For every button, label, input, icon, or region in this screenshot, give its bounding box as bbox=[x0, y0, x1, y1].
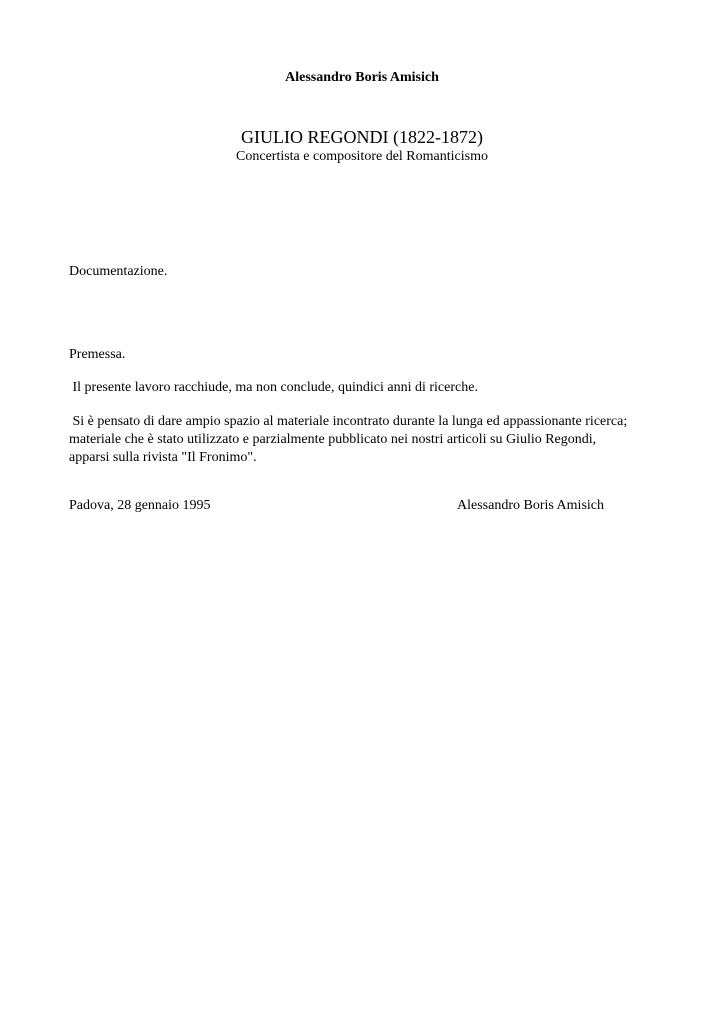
paragraph-line: Si è pensato di dare ampio spazio al materiale incontrato durante la lunga ed appassionante ricerca; bbox=[69, 414, 628, 429]
document-subtitle: Concertista e compositore del Romanticismo bbox=[236, 149, 488, 164]
paragraph-line: materiale che è stato utilizzato e parzialmente pubblicato nei nostri articoli su Giulio Regondi, bbox=[69, 432, 597, 447]
author-heading: Alessandro Boris Amisich bbox=[285, 70, 439, 85]
premessa-paragraph-2 bbox=[69, 413, 669, 467]
signature-name: Alessandro Boris Amisich bbox=[457, 498, 604, 513]
paragraph-line: apparsi sulla rivista "Il Fronimo". bbox=[69, 450, 257, 465]
documentation-heading: Documentazione. bbox=[69, 264, 168, 279]
place-date: Padova, 28 gennaio 1995 bbox=[69, 498, 211, 513]
premessa-paragraph-1: Il presente lavoro racchiude, ma non conclude, quindici anni di ricerche. bbox=[69, 380, 478, 395]
premessa-heading: Premessa. bbox=[69, 347, 126, 362]
document-title: GIULIO REGONDI (1822-1872) bbox=[241, 127, 483, 147]
